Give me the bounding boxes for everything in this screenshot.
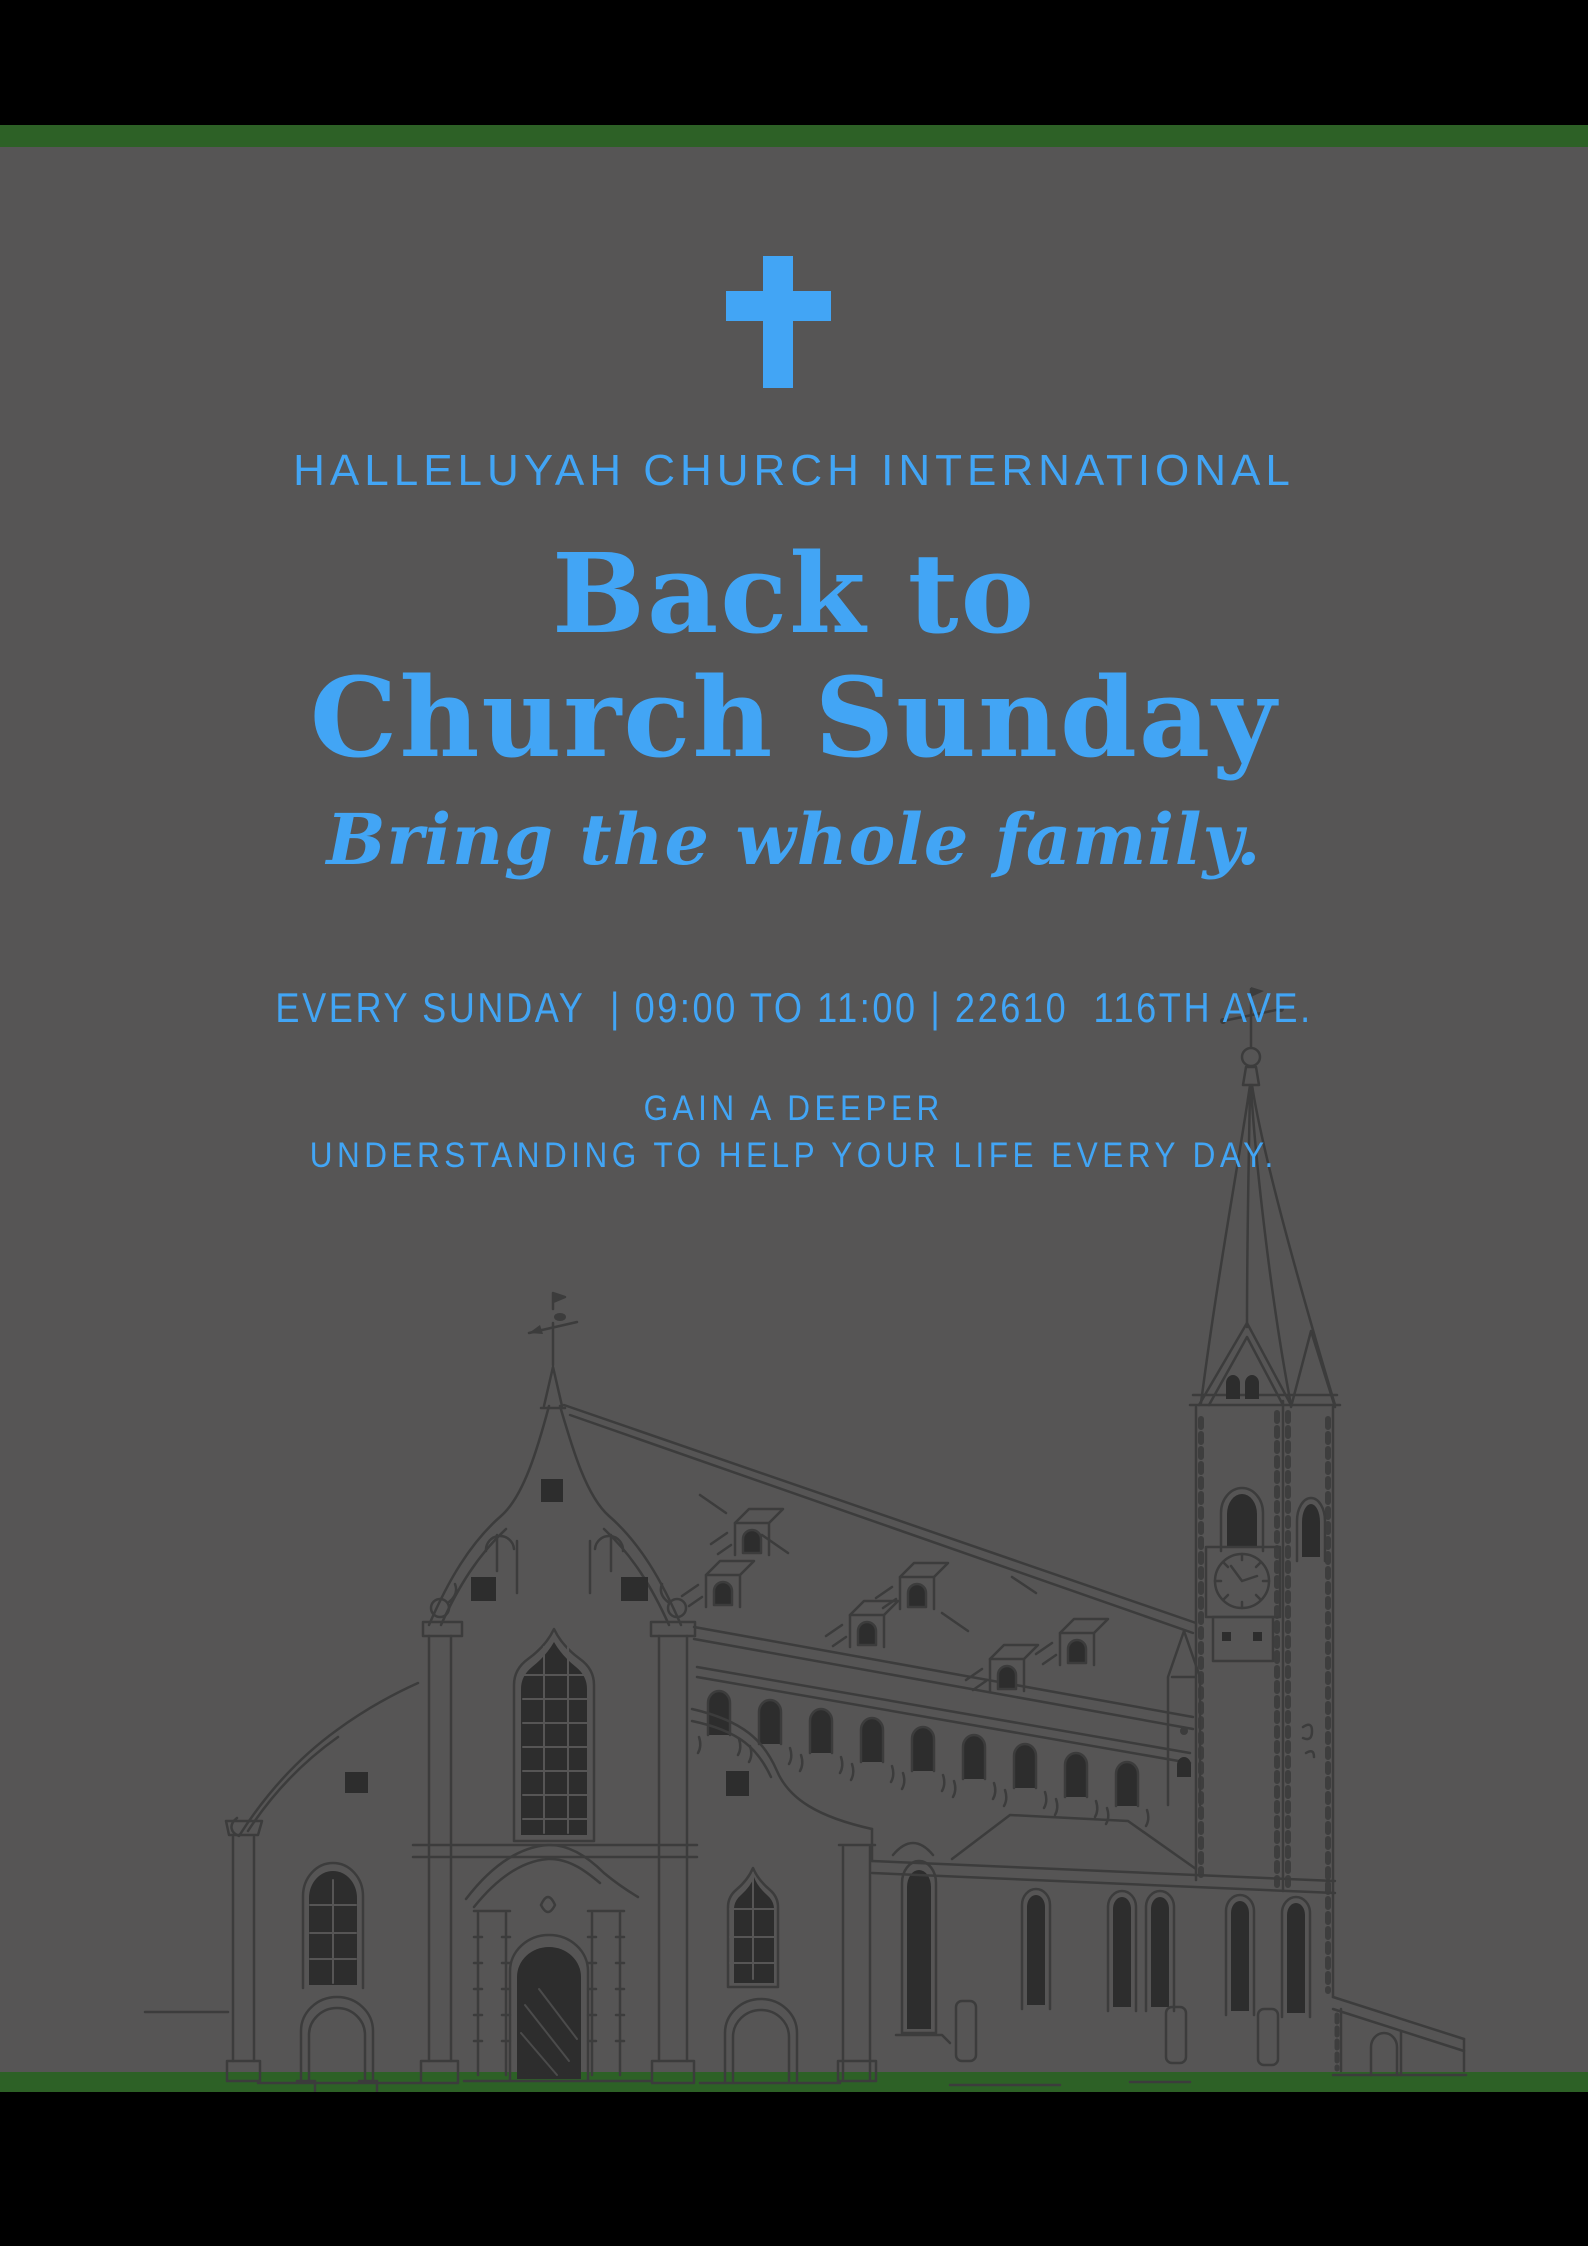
message-line1: GAIN A DEEPER — [643, 1089, 945, 1128]
poster-title — [0, 529, 1588, 783]
schedule-text: EVERY SUNDAY | 09:00 TO 11:00 | 22610 116TH AVE. — [275, 984, 1313, 1031]
organization-name: HALLELUYAH CHURCH INTERNATIONAL — [293, 446, 1295, 495]
schedule-line — [0, 984, 1588, 1032]
poster-message — [0, 1086, 1588, 1180]
cross-vertical-bar — [763, 256, 793, 388]
poster-title-line1: Back to — [552, 529, 1036, 658]
poster-tagline: Bring the whole family. — [326, 798, 1262, 881]
green-accent-stripe-top — [0, 125, 1588, 147]
latin-cross-icon — [726, 256, 831, 388]
poster-title-line2: Church Sunday — [309, 653, 1279, 783]
message-line2: UNDERSTANDING TO HELP YOUR LIFE EVERY DAY. — [309, 1135, 1279, 1175]
cross-horizontal-bar — [726, 291, 831, 321]
